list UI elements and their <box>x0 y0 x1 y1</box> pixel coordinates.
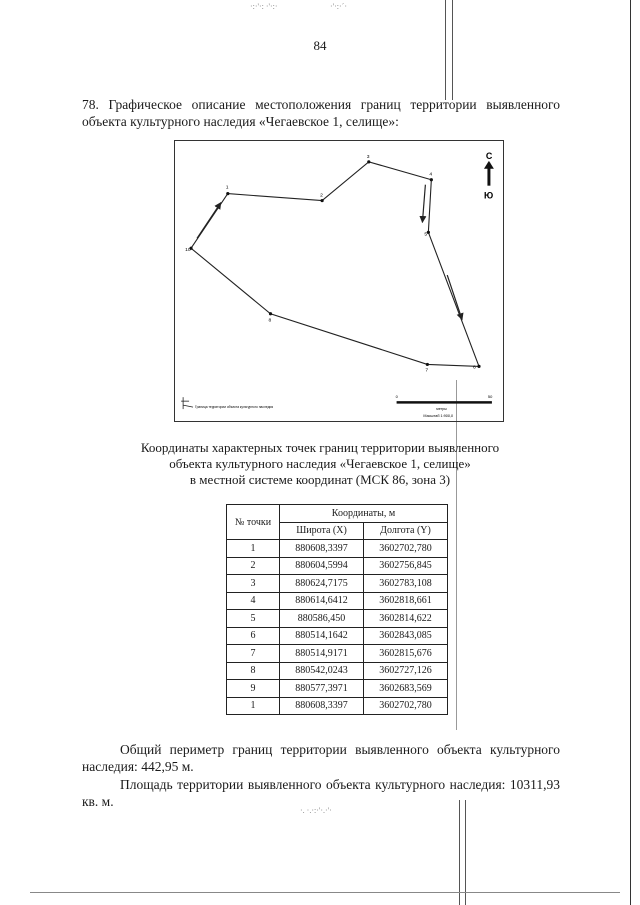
table-row <box>227 557 448 575</box>
scan-line <box>456 500 457 730</box>
cell-point-number: 4 <box>227 592 280 610</box>
map-point-1 <box>226 185 230 196</box>
table-row <box>227 575 448 593</box>
page-number: 84 <box>313 38 327 53</box>
coordinates-table <box>226 504 448 715</box>
cell-point-number: 5 <box>227 610 280 628</box>
cell-point-number: 9 <box>227 680 280 698</box>
scan-noise: ·. ·.·:·'·.·'· <box>300 806 332 815</box>
caption-line: Координаты характерных точек границ территории выявленного <box>140 440 500 455</box>
column-header-latitude: Широта (X) <box>280 522 364 540</box>
table-row <box>227 680 448 698</box>
svg-text:1: 1 <box>225 185 229 191</box>
cell-longitude: 3602683,569 <box>364 680 448 698</box>
cell-longitude: 3602818,661 <box>364 592 448 610</box>
cell-longitude: 3602702,780 <box>364 697 448 715</box>
svg-text:Ю: Ю <box>483 190 494 201</box>
cell-latitude: 880577,3971 <box>280 680 364 698</box>
scale-bar <box>396 394 494 418</box>
table-row <box>227 662 448 680</box>
cell-point-number: 3 <box>227 575 280 593</box>
cell-latitude: 880608,3397 <box>280 697 364 715</box>
cell-latitude: 880586,450 <box>280 610 364 628</box>
caption-line: в местной системе координат (МСК 86, зона 3) <box>189 472 451 487</box>
table-row <box>227 610 448 628</box>
svg-text:8: 8 <box>268 318 272 324</box>
table-row <box>227 540 448 558</box>
table-row <box>227 697 448 715</box>
table-row <box>227 645 448 663</box>
cell-longitude: 3602756,845 <box>364 557 448 575</box>
direction-arrow <box>422 185 425 223</box>
direction-arrow <box>197 203 221 239</box>
cell-longitude: 3602814,622 <box>364 610 448 628</box>
svg-text:Масштаб 1:900,0: Масштаб 1:900,0 <box>423 414 454 419</box>
caption-line: объекта культурного наследия «Чегаевское 1, селище» <box>169 456 471 471</box>
svg-text:4: 4 <box>429 172 433 178</box>
cell-latitude: 880542,0243 <box>280 662 364 680</box>
svg-text:10: 10 <box>185 248 191 254</box>
svg-text:2: 2 <box>320 193 323 199</box>
svg-text:50: 50 <box>487 394 493 400</box>
svg-text:0: 0 <box>395 394 398 400</box>
map-point-4 <box>429 172 433 182</box>
column-header-point-number: № точки <box>227 505 280 540</box>
cell-point-number: 1 <box>227 540 280 558</box>
svg-text:3: 3 <box>366 154 370 160</box>
svg-text:С: С <box>485 150 493 161</box>
table-header-row <box>227 505 448 523</box>
scan-noise: ·:·'·: ·'·:· <box>250 2 278 11</box>
cell-longitude: 3602815,676 <box>364 645 448 663</box>
scan-line <box>459 800 460 905</box>
cell-longitude: 3602727,126 <box>364 662 448 680</box>
scan-noise: ·'·:·´· <box>330 2 347 11</box>
cell-longitude: 3602843,085 <box>364 627 448 645</box>
cell-point-number: 2 <box>227 557 280 575</box>
map-svg <box>175 141 503 421</box>
map-point-6 <box>473 364 481 370</box>
cell-point-number: 6 <box>227 627 280 645</box>
cell-latitude: 880614,6412 <box>280 592 364 610</box>
column-header-coordinates: Координаты, м <box>280 505 448 523</box>
direction-arrow <box>447 275 462 320</box>
map-point-8 <box>269 312 273 324</box>
svg-text:7: 7 <box>425 368 429 374</box>
cell-latitude: 880604,5994 <box>280 557 364 575</box>
map-legend <box>181 397 273 409</box>
boundary-polygon <box>191 162 479 367</box>
table-row <box>227 592 448 610</box>
map-point-7 <box>425 363 429 374</box>
table-row <box>227 627 448 645</box>
map-point-2 <box>320 193 324 203</box>
svg-text:Граница территории объекта кул: Граница территории объекта культурного наследия <box>195 405 274 410</box>
cell-latitude: 880624,7175 <box>280 575 364 593</box>
scan-line <box>465 800 466 905</box>
perimeter-paragraph: Общий периметр границ территории выявленного объекта культурного наследия: 442,95 м. <box>82 742 560 774</box>
table-caption <box>100 440 540 488</box>
column-header-longitude: Долгота (Y) <box>364 522 448 540</box>
svg-text:6: 6 <box>473 365 476 371</box>
svg-text:метры: метры <box>436 407 447 412</box>
boundary-map <box>174 140 504 422</box>
cell-longitude: 3602702,780 <box>364 540 448 558</box>
section-heading: 78. Графическое описание местоположения границ территории выявленного объекта культурного наследия «Чегаевское 1, селище»: <box>82 97 560 129</box>
cell-longitude: 3602783,108 <box>364 575 448 593</box>
cell-latitude: 880514,9171 <box>280 645 364 663</box>
cell-point-number: 7 <box>227 645 280 663</box>
cell-latitude: 880514,1642 <box>280 627 364 645</box>
map-point-3 <box>367 154 371 164</box>
north-arrow-icon <box>484 151 494 201</box>
cell-latitude: 880608,3397 <box>280 540 364 558</box>
map-point-9 <box>185 247 193 254</box>
scan-line <box>30 892 620 893</box>
cell-point-number: 8 <box>227 662 280 680</box>
svg-text:5: 5 <box>424 232 428 238</box>
scan-line <box>630 0 631 905</box>
area-paragraph: Площадь территории выявленного объекта культурного наследия: 10311,93 кв. м. <box>82 777 560 809</box>
cell-point-number: 1 <box>227 697 280 715</box>
